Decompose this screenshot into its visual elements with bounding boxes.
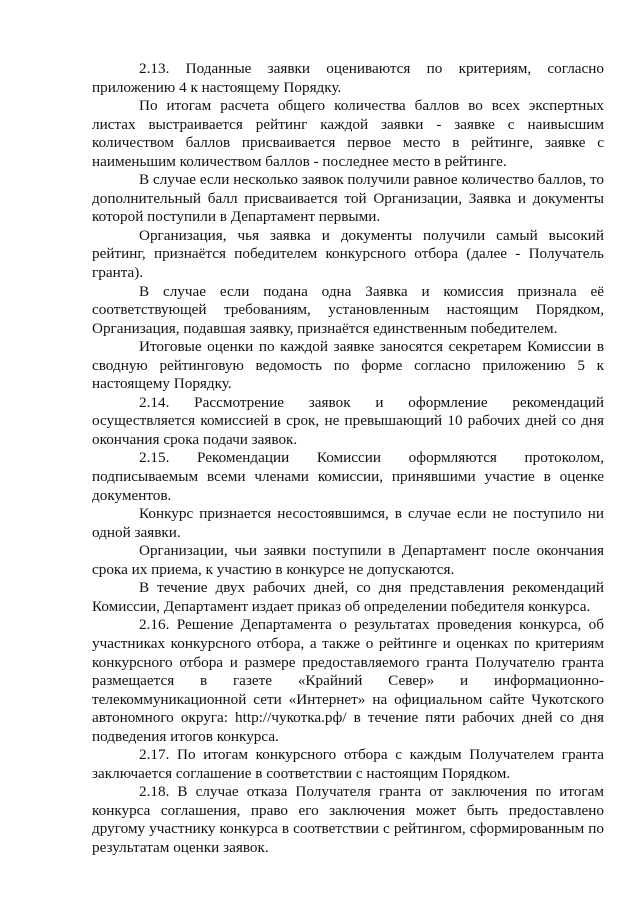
paragraph-2-13: 2.13. Поданные заявки оцениваются по критериям, согласно приложению 4 к настоящему Порядку.: [92, 60, 604, 96]
paragraph-2-15: 2.15. Рекомендации Комиссии оформляются протоколом, подписываемым всеми членами комиссии, принявшими участие в оценке документов.: [92, 449, 604, 504]
paragraph-contest-failed: Конкурс признается несостоявшимся, в случае если не поступило ни одной заявки.: [92, 505, 604, 541]
paragraph-equal-score: В случае если несколько заявок получили равное количество баллов, то дополнительный балл присваивается той Организации, Заявка и документы которой поступили в Департамент первыми.: [92, 171, 604, 226]
paragraph-late-applications: Организации, чьи заявки поступили в Департамент после окончания срока их приема, к участию в конкурсе не допускаются.: [92, 542, 604, 578]
paragraph-2-16: 2.16. Решение Департамента о результатах проведения конкурса, об участниках конкурсного отбора, а также о рейтинге и оценках по критериям конкурсного отбора и размере предоставляемого гранта Получателю гранта размещается в газете «Крайний Север» и информационно-телекоммуникационной сети «Интернет» на официальном сайте Чукотского автономного округа: http://чукотка.рф/ в течение пяти рабочих дней со дня подведения итогов конкурса.: [92, 616, 604, 745]
paragraph-single-application: В случае если подана одна Заявка и комиссия признала её соответствующей требованиям, установленным настоящим Порядком, Организация, подавшая заявку, признаётся единственным победителем.: [92, 282, 604, 337]
paragraph-2-18: 2.18. В случае отказа Получателя гранта от заключения по итогам конкурса соглашения, право его заключения может быть предоставлено другому участнику конкурса в соответствии с рейтингом, сформированным по результатам оценки заявок.: [92, 783, 604, 856]
paragraph-winner: Организация, чья заявка и документы получили самый высокий рейтинг, признаётся победителем конкурсного отбора (далее - Получатель гранта).: [92, 226, 604, 282]
paragraph-2-17: 2.17. По итогам конкурсного отбора с каждым Получателем гранта заключается соглашение в соответствии с настоящим Порядком.: [92, 746, 604, 782]
document-page: [92, 60, 604, 858]
paragraph-rating: По итогам расчета общего количества баллов во всех экспертных листах выстраивается рейтинг каждой заявки - заявке с наивысшим количеством баллов присваивается первое место в рейтинге, заявке с наименьшим количеством баллов - последнее место в рейтинге.: [92, 97, 604, 170]
paragraph-2-14: 2.14. Рассмотрение заявок и оформление рекомендаций осуществляется комиссией в срок, не превышающий 10 рабочих дней со дня окончания срока подачи заявок.: [92, 393, 604, 448]
paragraph-order: В течение двух рабочих дней, со дня представления рекомендаций Комиссии, Департамент издает приказ об определении победителя конкурса.: [92, 579, 604, 615]
paragraph-summary-sheet: Итоговые оценки по каждой заявке заносятся секретарем Комиссии в сводную рейтинговую ведомость по форме согласно приложению 5 к настоящему Порядку.: [92, 338, 604, 393]
